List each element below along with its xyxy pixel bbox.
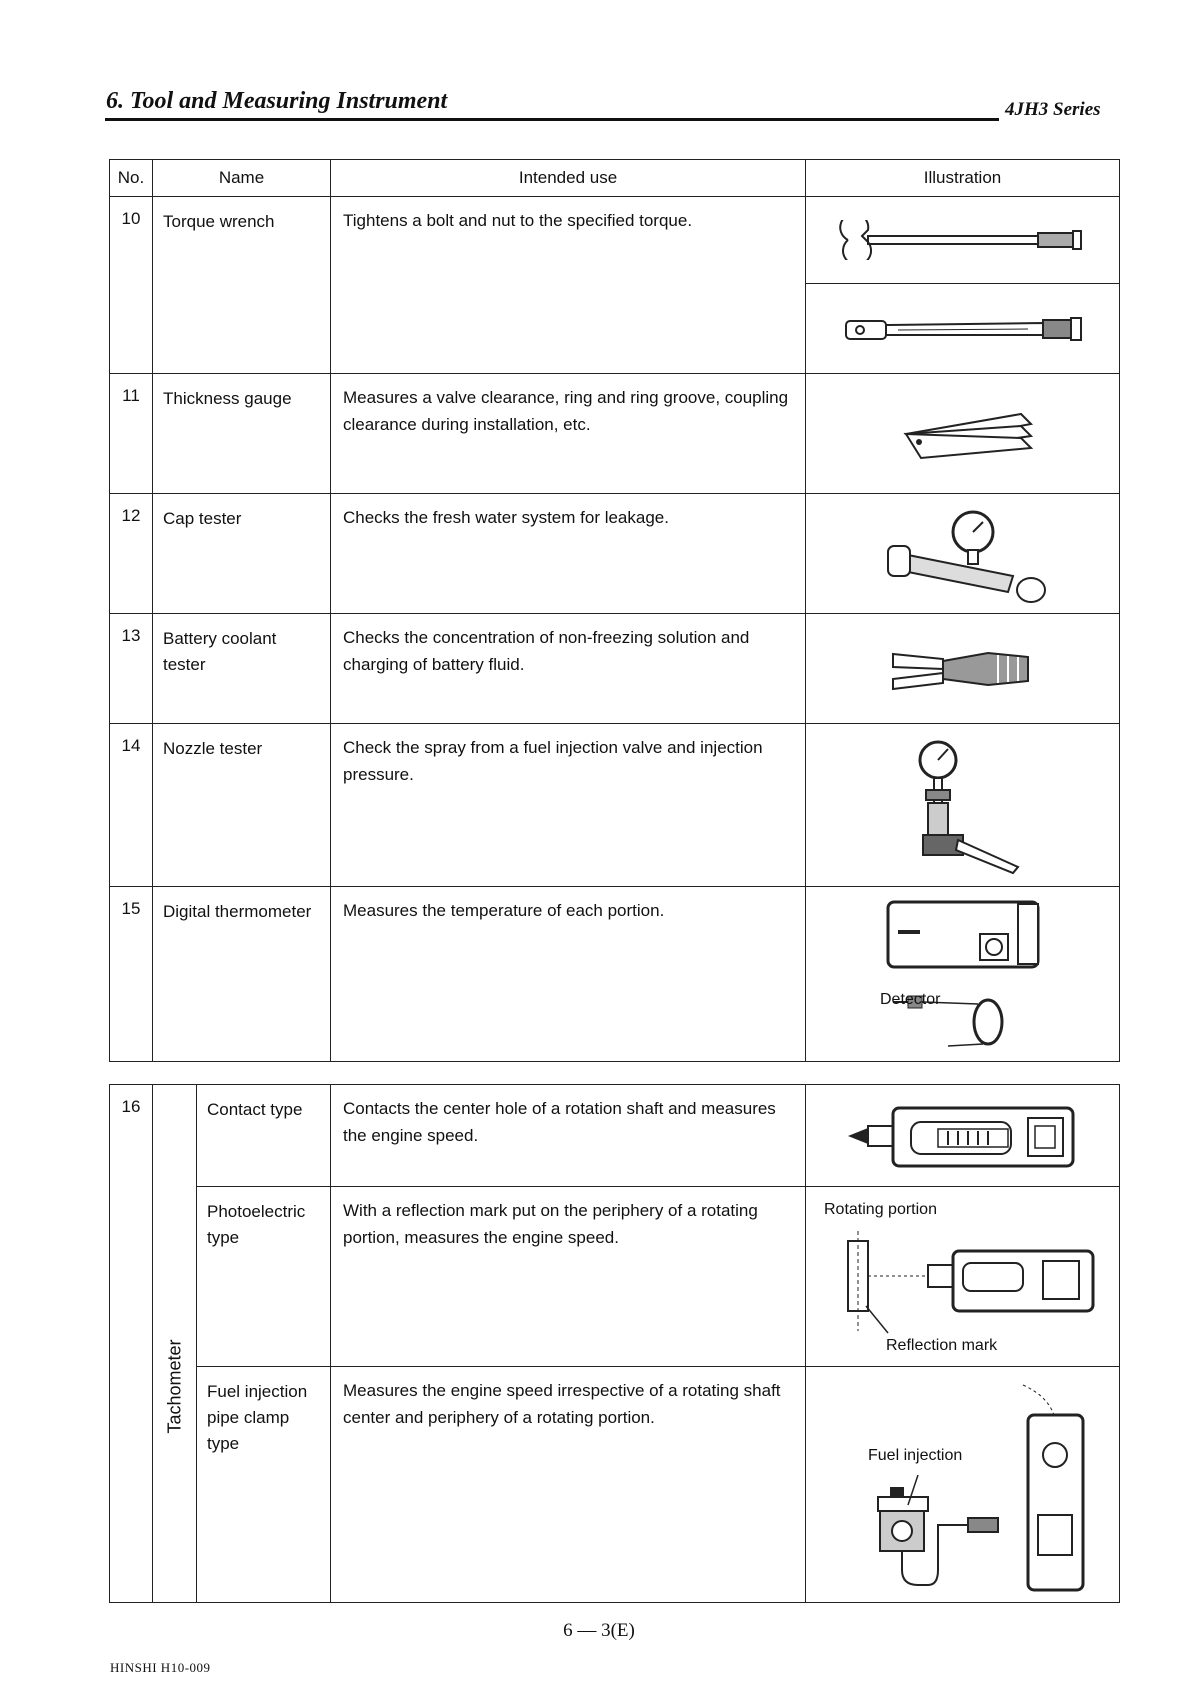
illustration-fuel-injection-tachometer	[806, 1367, 1120, 1603]
digital-thermometer-icon	[868, 894, 1058, 1054]
row-no: 16	[110, 1085, 153, 1603]
row-use: Measures a valve clearance, ring and ring groove, coupling clearance during installation, etc.	[331, 374, 806, 494]
fuel-injection-caption: Fuel injection	[868, 1447, 963, 1464]
tachometer-group-cell	[153, 1085, 197, 1603]
torque-wrench-click-icon	[838, 309, 1088, 349]
series-label: 4JH3 Series	[1005, 99, 1101, 120]
tachometer-label: Tachometer	[164, 1339, 184, 1434]
row-name: Contact type	[197, 1085, 331, 1187]
row-no: 12	[110, 494, 153, 614]
illustration-battery-coolant-tester	[806, 614, 1120, 724]
col-header-no: No.	[110, 160, 153, 197]
detector-caption: Detector	[880, 991, 941, 1008]
tool-table	[109, 159, 1120, 1062]
table-row	[110, 197, 1120, 374]
row-name: Cap tester	[153, 494, 331, 614]
row-no: 15	[110, 887, 153, 1062]
illustration-nozzle-tester	[806, 724, 1120, 887]
table-row	[110, 494, 1120, 614]
illustration-cap-tester	[806, 494, 1120, 614]
thickness-gauge-icon	[901, 404, 1041, 464]
cap-tester-icon	[873, 504, 1053, 604]
row-name: Fuel injection pipe clamp type	[197, 1367, 331, 1603]
row-name: Battery coolant tester	[153, 614, 331, 724]
illustration-torque-wrench	[806, 197, 1120, 374]
nozzle-tester-icon	[898, 735, 1028, 875]
illustration-digital-thermometer	[806, 887, 1120, 1062]
row-use: Contacts the center hole of a rotation shaft and measures the engine speed.	[331, 1085, 806, 1187]
table-header-row	[110, 160, 1120, 197]
table-row	[110, 887, 1120, 1062]
header-rule	[105, 118, 999, 121]
row-name: Digital thermometer	[153, 887, 331, 1062]
row-use: Check the spray from a fuel injection valve and injection pressure.	[331, 724, 806, 887]
reflection-mark-caption: Reflection mark	[886, 1337, 998, 1354]
contact-tachometer-icon	[843, 1096, 1083, 1176]
row-name: Photoelectric type	[197, 1187, 331, 1367]
table-row	[110, 1085, 1120, 1187]
rotating-portion-caption: Rotating portion	[824, 1201, 937, 1218]
row-no: 11	[110, 374, 153, 494]
page-title: 6. Tool and Measuring Instrument	[106, 88, 448, 114]
row-no: 14	[110, 724, 153, 887]
table-row	[110, 1367, 1120, 1603]
illustration-photoelectric-tachometer	[806, 1187, 1120, 1367]
row-use: With a reflection mark put on the periphery of a rotating portion, measures the engine speed.	[331, 1187, 806, 1367]
tachometer-table	[109, 1084, 1120, 1603]
fuel-injection-tachometer-icon	[818, 1375, 1108, 1595]
row-use: Measures the engine speed irrespective of a rotating shaft center and periphery of a rotating portion.	[331, 1367, 806, 1603]
torque-wrench-icon	[838, 220, 1088, 260]
illustration-thickness-gauge	[806, 374, 1120, 494]
row-no: 10	[110, 197, 153, 374]
row-use: Checks the concentration of non-freezing solution and charging of battery fluid.	[331, 614, 806, 724]
row-name: Torque wrench	[153, 197, 331, 374]
table-row	[110, 374, 1120, 494]
document-code: HINSHI H10-009	[110, 1660, 211, 1675]
table-row	[110, 614, 1120, 724]
row-no: 13	[110, 614, 153, 724]
col-header-use: Intended use	[331, 160, 806, 197]
row-use: Tightens a bolt and nut to the specified torque.	[331, 197, 806, 374]
row-use: Checks the fresh water system for leakage.	[331, 494, 806, 614]
table-row	[110, 724, 1120, 887]
row-use: Measures the temperature of each portion.	[331, 887, 806, 1062]
col-header-illustration: Illustration	[806, 160, 1120, 197]
illustration-contact-tachometer	[806, 1085, 1120, 1187]
table-row	[110, 1187, 1120, 1367]
photoelectric-tachometer-icon	[818, 1221, 1108, 1351]
row-name: Nozzle tester	[153, 724, 331, 887]
row-name: Thickness gauge	[153, 374, 331, 494]
col-header-name: Name	[153, 160, 331, 197]
battery-coolant-tester-icon	[888, 639, 1038, 699]
page-number: 6 — 3(E)	[563, 1620, 635, 1641]
